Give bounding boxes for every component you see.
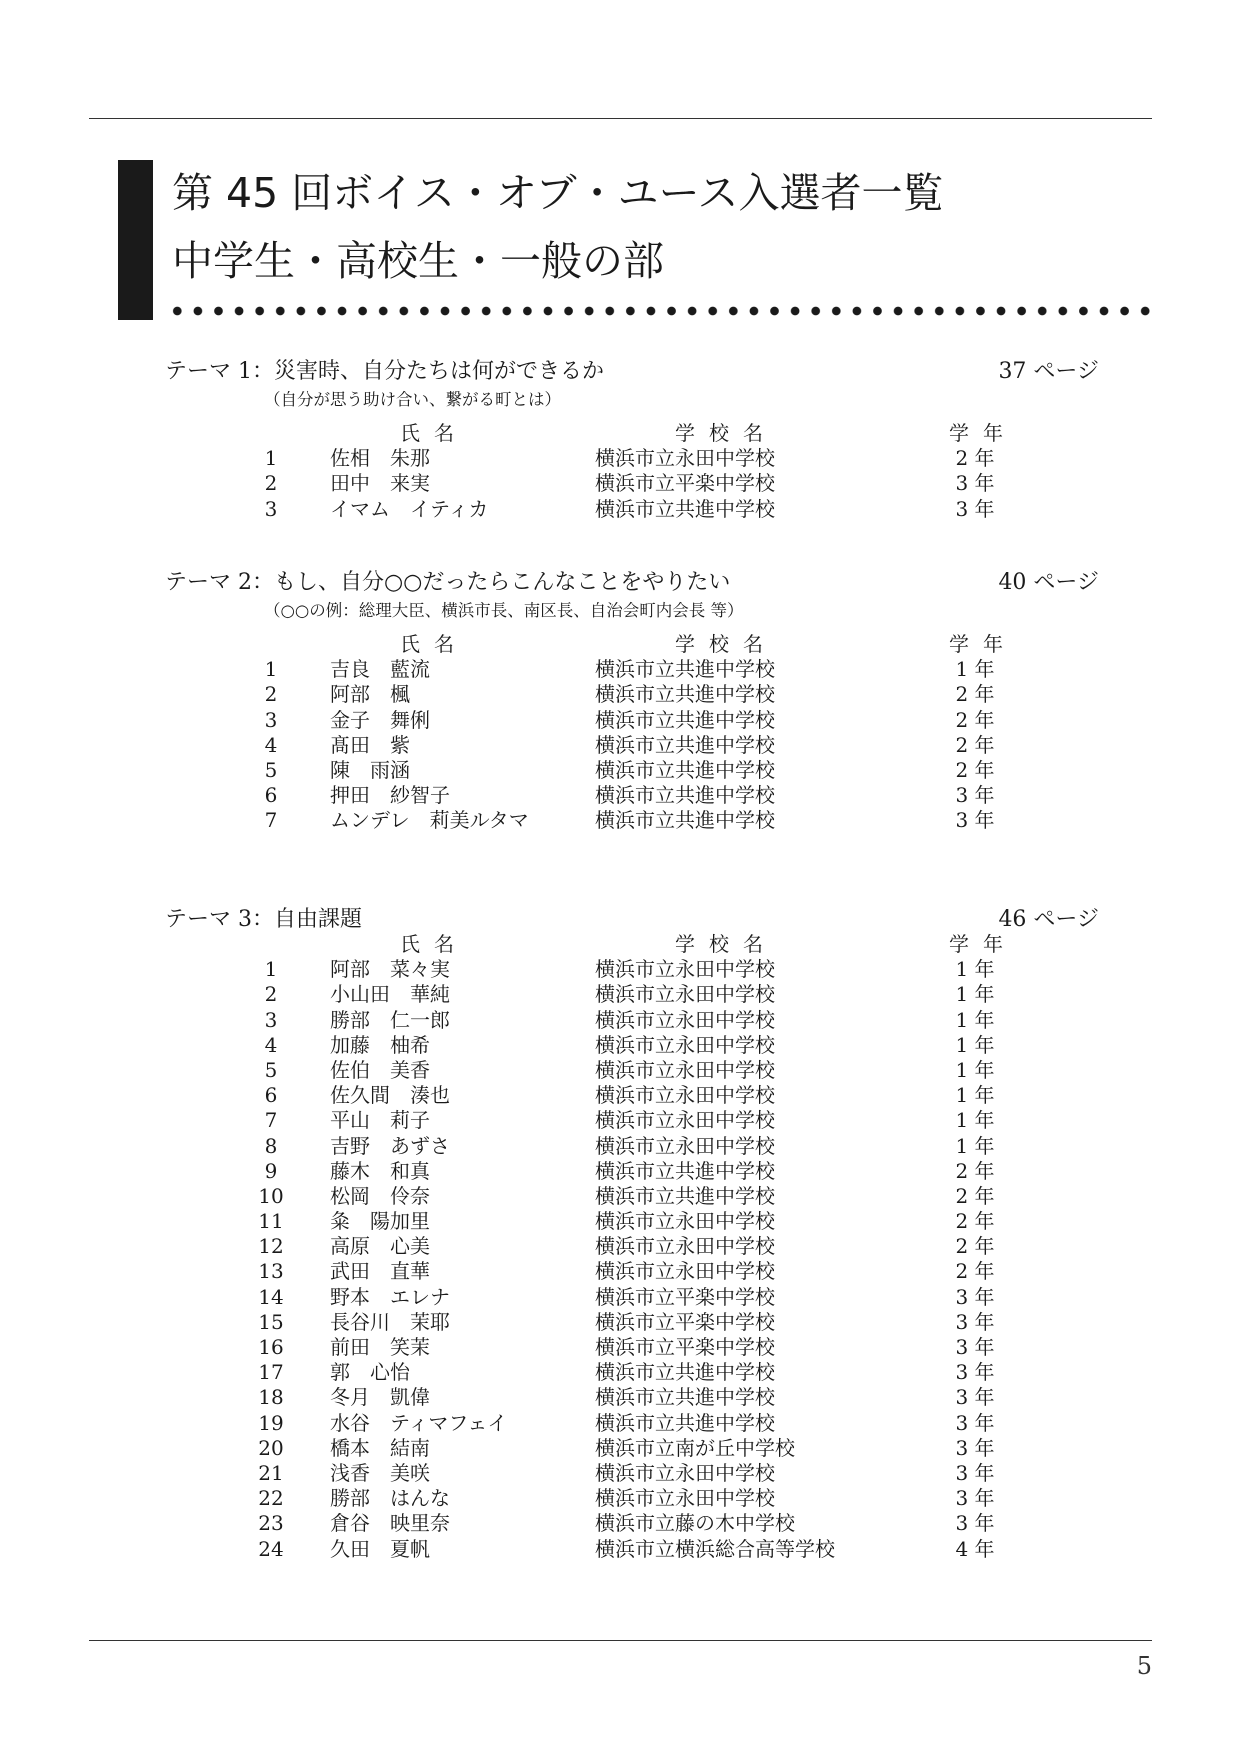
table-row — [165, 1461, 1115, 1486]
entry-school: 横浜市立南が丘中学校 — [595, 1435, 795, 1460]
entry-school: 横浜市立共進中学校 — [595, 1158, 775, 1183]
entry-name: 小山田 華純 — [330, 982, 450, 1007]
entry-number: 3 — [264, 1007, 278, 1032]
entry-grade: 3 年 — [955, 1335, 995, 1359]
entry-number: 6 — [264, 1083, 278, 1108]
table-row — [165, 1335, 1115, 1360]
entry-school: 横浜市立永田中学校 — [595, 1083, 775, 1108]
entry-grade: 1 年 — [955, 1032, 995, 1057]
header-school: 学校名 — [675, 632, 777, 656]
table-row — [165, 497, 1115, 522]
table-row — [165, 1411, 1115, 1436]
table-row — [165, 1436, 1115, 1461]
entry-school: 横浜市立平楽中学校 — [595, 1335, 775, 1359]
entry-grade: 3 年 — [955, 808, 995, 833]
entry-name: 佐伯 美香 — [330, 1057, 430, 1082]
entry-name: 粂 陽加里 — [330, 1209, 430, 1234]
entry-number: 20 — [258, 1435, 284, 1460]
entry-name: 藤木 和真 — [330, 1158, 430, 1183]
entry-name: 佐久間 湊也 — [330, 1083, 450, 1108]
table-row — [165, 783, 1115, 808]
entry-name: 武田 直華 — [330, 1259, 430, 1284]
entry-name: ムンデレ 莉美ルタマ — [330, 808, 529, 833]
theme-page-ref: 37 ページ — [998, 359, 1099, 384]
entry-school: 横浜市立共進中学校 — [595, 682, 775, 707]
entry-school: 横浜市立永田中学校 — [595, 1259, 775, 1284]
entry-number: 1 — [264, 446, 278, 471]
table-row — [165, 1033, 1115, 1058]
header-grade: 学年 — [949, 632, 1017, 656]
entry-name: 前田 笑茉 — [330, 1335, 430, 1359]
theme-title: テーマ 2：もし、自分○○だったらこんなことをやりたい — [165, 570, 731, 595]
entry-grade: 1 年 — [955, 1057, 995, 1082]
entry-school: 横浜市立永田中学校 — [595, 1209, 775, 1234]
entry-number: 1 — [264, 957, 278, 982]
entry-grade: 2 年 — [955, 707, 995, 732]
theme-2-section — [165, 568, 1115, 834]
entry-number: 5 — [264, 757, 278, 782]
entry-name: 阿部 楓 — [330, 682, 410, 707]
table-row — [165, 1058, 1115, 1083]
entry-name: 久田 夏帆 — [330, 1536, 430, 1561]
entry-grade: 1 年 — [955, 982, 995, 1007]
table-row — [165, 446, 1115, 471]
entry-grade: 2 年 — [955, 1183, 995, 1208]
entry-number: 17 — [258, 1360, 284, 1385]
table-header — [165, 421, 1115, 446]
entry-number: 23 — [258, 1511, 284, 1536]
entry-number: 16 — [258, 1335, 284, 1359]
header-school: 学校名 — [675, 421, 777, 445]
title-accent-bar — [118, 160, 153, 320]
entry-school: 横浜市立永田中学校 — [595, 957, 775, 982]
entry-number: 3 — [264, 707, 278, 732]
entry-name: イマム イティカ — [330, 496, 489, 521]
header-grade: 学年 — [949, 932, 1017, 956]
entry-school: 横浜市立永田中学校 — [595, 1133, 775, 1158]
entry-grade: 3 年 — [955, 783, 995, 808]
header-name: 氏名 — [400, 421, 468, 445]
entry-name: 郭 心怡 — [330, 1360, 410, 1385]
entry-number: 3 — [264, 496, 278, 521]
entry-name: 高原 心美 — [330, 1234, 430, 1259]
entry-grade: 2 年 — [955, 1209, 995, 1234]
theme-heading — [165, 568, 1115, 598]
entry-grade: 1 年 — [955, 657, 995, 682]
entry-name: 吉野 あずさ — [330, 1133, 450, 1158]
entry-school: 横浜市立共進中学校 — [595, 1410, 775, 1435]
table-row — [165, 1159, 1115, 1184]
entry-name: 陳 雨涵 — [330, 757, 410, 782]
entry-table — [165, 632, 1115, 834]
entry-number: 5 — [264, 1057, 278, 1082]
entry-rows — [165, 446, 1115, 522]
table-row — [165, 733, 1115, 758]
entry-number: 9 — [264, 1158, 278, 1183]
header-grade: 学年 — [949, 421, 1017, 445]
entry-grade: 3 年 — [955, 1385, 995, 1410]
entry-number: 7 — [264, 808, 278, 833]
entry-grade: 1 年 — [955, 957, 995, 982]
entry-grade: 3 年 — [955, 471, 995, 496]
entry-number: 2 — [264, 682, 278, 707]
entry-name: 吉良 藍流 — [330, 657, 430, 682]
table-row — [165, 1511, 1115, 1536]
entry-grade: 3 年 — [955, 1309, 995, 1334]
entry-number: 2 — [264, 471, 278, 496]
entry-name: 田中 来実 — [330, 471, 430, 496]
entry-grade: 2 年 — [955, 1259, 995, 1284]
theme-page-ref: 40 ページ — [998, 570, 1099, 595]
entry-school: 横浜市立共進中学校 — [595, 732, 775, 757]
table-row — [165, 1310, 1115, 1335]
entry-school: 横浜市立共進中学校 — [595, 1183, 775, 1208]
page-subtitle: 中学生・高校生・一般の部 — [172, 237, 664, 285]
entry-school: 横浜市立平楽中学校 — [595, 1309, 775, 1334]
theme-subtitle: （○○の例：総理大臣、横浜市長、南区長、自治会町内会長 等） — [264, 601, 744, 620]
entry-grade: 1 年 — [955, 1133, 995, 1158]
entry-grade: 3 年 — [955, 1410, 995, 1435]
entry-number: 4 — [264, 732, 278, 757]
entry-number: 10 — [258, 1183, 284, 1208]
table-row — [165, 1184, 1115, 1209]
entry-school: 横浜市立共進中学校 — [595, 657, 775, 682]
entry-grade: 2 年 — [955, 1158, 995, 1183]
table-row — [165, 982, 1115, 1007]
entry-number: 12 — [258, 1234, 284, 1259]
table-row — [165, 1234, 1115, 1259]
table-row — [165, 471, 1115, 496]
theme-subtitle: （自分が思う助け合い、繋がる町とは） — [264, 390, 561, 409]
entry-name: 平山 莉子 — [330, 1108, 430, 1133]
entry-rows — [165, 657, 1115, 833]
table-row — [165, 1285, 1115, 1310]
theme-page-ref: 46 ページ — [998, 907, 1099, 932]
table-row — [165, 1537, 1115, 1562]
entry-school: 横浜市立永田中学校 — [595, 1032, 775, 1057]
entry-grade: 3 年 — [955, 1486, 995, 1511]
page-title: 第 45 回ボイス・オブ・ユース入選者一覧 — [172, 169, 944, 217]
entry-number: 11 — [258, 1209, 284, 1234]
entry-name: 水谷 ティマフェイ — [330, 1410, 508, 1435]
entry-school: 横浜市立平楽中学校 — [595, 471, 775, 496]
entry-name: 倉谷 映里奈 — [330, 1511, 450, 1536]
theme-1-section — [165, 357, 1115, 522]
entry-name: 阿部 菜々実 — [330, 957, 450, 982]
entry-grade: 3 年 — [955, 1284, 995, 1309]
header-name: 氏名 — [400, 932, 468, 956]
bottom-rule — [89, 1640, 1152, 1641]
entry-number: 14 — [258, 1284, 284, 1309]
entry-name: 浅香 美咲 — [330, 1460, 430, 1485]
table-header — [165, 632, 1115, 657]
entry-grade: 3 年 — [955, 1435, 995, 1460]
entry-grade: 3 年 — [955, 1511, 995, 1536]
entry-school: 横浜市立藤の木中学校 — [595, 1511, 795, 1536]
entry-name: 長谷川 茉耶 — [330, 1309, 450, 1334]
table-row — [165, 1108, 1115, 1133]
entry-school: 横浜市立永田中学校 — [595, 1007, 775, 1032]
entry-number: 8 — [264, 1133, 278, 1158]
top-rule — [89, 118, 1152, 119]
table-row — [165, 1209, 1115, 1234]
entry-name: 冬月 凱偉 — [330, 1385, 430, 1410]
entry-grade: 1 年 — [955, 1007, 995, 1032]
entry-school: 横浜市立永田中学校 — [595, 982, 775, 1007]
entry-name: 野本 エレナ — [330, 1284, 450, 1309]
entry-name: 加藤 柚希 — [330, 1032, 430, 1057]
theme-title: テーマ 3：自由課題 — [165, 907, 362, 932]
entry-school: 横浜市立永田中学校 — [595, 1108, 775, 1133]
dotted-divider — [167, 305, 1152, 317]
entry-name: 佐相 朱那 — [330, 446, 430, 471]
entry-name: 髙田 紫 — [330, 732, 410, 757]
entry-grade: 2 年 — [955, 1234, 995, 1259]
page-number: 5 — [1136, 1652, 1152, 1680]
table-row — [165, 957, 1115, 982]
table-row — [165, 1385, 1115, 1410]
entry-number: 21 — [258, 1460, 284, 1485]
entry-table — [165, 932, 1115, 1562]
entry-number: 6 — [264, 783, 278, 808]
entry-school: 横浜市立共進中学校 — [595, 1385, 775, 1410]
entry-name: 金子 舞俐 — [330, 707, 430, 732]
table-row — [165, 1486, 1115, 1511]
entry-grade: 3 年 — [955, 496, 995, 521]
table-row — [165, 708, 1115, 733]
entry-school: 横浜市立共進中学校 — [595, 783, 775, 808]
table-row — [165, 1083, 1115, 1108]
entry-school: 横浜市立共進中学校 — [595, 496, 775, 521]
entry-school: 横浜市立共進中学校 — [595, 1360, 775, 1385]
entry-school: 横浜市立共進中学校 — [595, 808, 775, 833]
theme-heading — [165, 357, 1115, 387]
entry-school: 横浜市立共進中学校 — [595, 707, 775, 732]
entry-number: 4 — [264, 1032, 278, 1057]
entry-grade: 3 年 — [955, 1460, 995, 1485]
entry-school: 横浜市立永田中学校 — [595, 1057, 775, 1082]
header-name: 氏名 — [400, 632, 468, 656]
entry-grade: 2 年 — [955, 757, 995, 782]
entry-grade: 1 年 — [955, 1083, 995, 1108]
entry-grade: 3 年 — [955, 1360, 995, 1385]
table-row — [165, 657, 1115, 682]
entry-number: 15 — [258, 1309, 284, 1334]
entry-grade: 2 年 — [955, 682, 995, 707]
entry-name: 押田 紗智子 — [330, 783, 450, 808]
entry-name: 勝部 仁一郎 — [330, 1007, 450, 1032]
table-row — [165, 1259, 1115, 1284]
entry-school: 横浜市立永田中学校 — [595, 1234, 775, 1259]
table-row — [165, 808, 1115, 833]
entry-number: 19 — [258, 1410, 284, 1435]
entry-grade: 4 年 — [955, 1536, 995, 1561]
entry-school: 横浜市立永田中学校 — [595, 446, 775, 471]
entry-school: 横浜市立永田中学校 — [595, 1460, 775, 1485]
entry-number: 7 — [264, 1108, 278, 1133]
table-row — [165, 1134, 1115, 1159]
theme-heading — [165, 905, 1115, 935]
entry-number: 18 — [258, 1385, 284, 1410]
entry-school: 横浜市立横浜総合高等学校 — [595, 1536, 835, 1561]
theme-3-section — [165, 905, 1115, 1562]
table-row — [165, 1360, 1115, 1385]
entry-grade: 1 年 — [955, 1108, 995, 1133]
entry-grade: 2 年 — [955, 446, 995, 471]
table-row — [165, 758, 1115, 783]
entry-name: 橋本 結南 — [330, 1435, 430, 1460]
table-row — [165, 1008, 1115, 1033]
theme-title: テーマ 1：災害時、自分たちは何ができるか — [165, 359, 604, 384]
entry-school: 横浜市立平楽中学校 — [595, 1284, 775, 1309]
entry-number: 2 — [264, 982, 278, 1007]
entry-table — [165, 421, 1115, 522]
entry-number: 13 — [258, 1259, 284, 1284]
entry-school: 横浜市立永田中学校 — [595, 1486, 775, 1511]
table-header — [165, 932, 1115, 957]
table-row — [165, 682, 1115, 707]
entry-number: 24 — [258, 1536, 284, 1561]
entry-number: 22 — [258, 1486, 284, 1511]
entry-school: 横浜市立共進中学校 — [595, 757, 775, 782]
entry-name: 松岡 伶奈 — [330, 1183, 430, 1208]
header-school: 学校名 — [675, 932, 777, 956]
entry-name: 勝部 はんな — [330, 1486, 450, 1511]
entry-number: 1 — [264, 657, 278, 682]
entry-rows — [165, 957, 1115, 1562]
entry-grade: 2 年 — [955, 732, 995, 757]
